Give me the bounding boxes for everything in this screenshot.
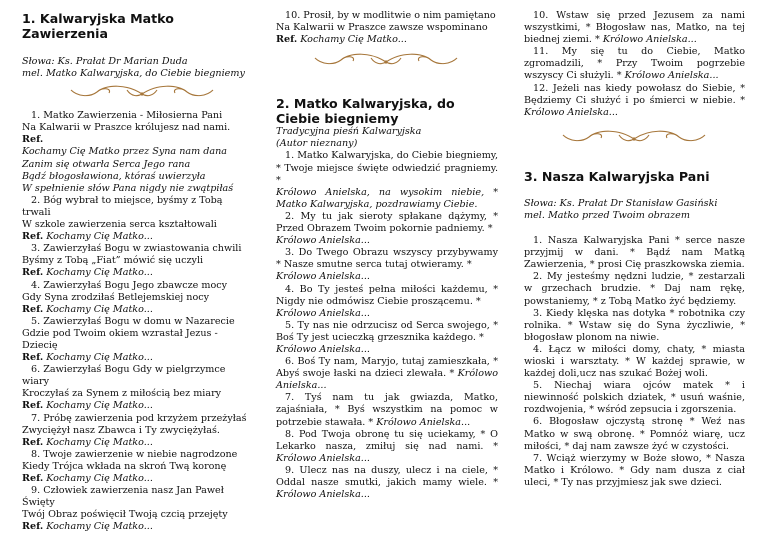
refrain-label: Ref. bbox=[22, 352, 44, 364]
refrain-text: Królowo Anielska... bbox=[276, 343, 370, 355]
verse-line: Dziecię bbox=[22, 339, 58, 351]
refrain-short bbox=[22, 521, 256, 533]
refrain-text: Kochamy Cię Matko... bbox=[43, 352, 153, 364]
verse: 5. Niechaj wiara ojców matek * i niewinność polskich dziatek, * usuń waśnie, rozdwojenia, * wśród zepsucia i zgorszenia. bbox=[524, 380, 745, 416]
verse: 5. Ty nas nie odrzucisz od Serca swojego, * Boś Ty jest ucieczką grzesznika każdego. * bbox=[276, 319, 498, 343]
verse-line: 9. Człowiek zawierzenia nasz Jan Paweł bbox=[31, 485, 224, 497]
verse: 3. Do Twego Obrazu wszyscy przybywamy * Nasze smutne serca tutaj otwieramy. * bbox=[276, 247, 498, 271]
song-3-title: 3. Nasza Kalwaryjska Pani bbox=[524, 168, 710, 184]
verse-line: 5. Zawierzyłaś Bogu w domu w Nazarecie bbox=[31, 315, 235, 327]
refrain-short bbox=[276, 34, 498, 46]
refrain-label: Ref. bbox=[276, 34, 298, 46]
verse-text: 9. Ulecz nas na duszy, ulecz i na ciele, * Oddal nasze smutki, jakich mamy wiele. * bbox=[276, 464, 498, 488]
refrain-text: Królowo Anielska... bbox=[276, 235, 370, 247]
verse-line: Na Kalwarii w Praszce zawsze wspominano bbox=[276, 22, 488, 34]
verse: 1. Nasza Kalwaryjska Pani * serce nasze przyjmij w dani. * Bądź nam Matką Zawierzenia, * prosi Cię praszkowska ziemia. bbox=[524, 235, 745, 271]
refrain-text: Królowo Anielska... bbox=[373, 416, 471, 428]
refrain-text: Kochamy Cię Matko... bbox=[43, 400, 153, 412]
refrain-label: Ref. bbox=[22, 267, 44, 279]
verse-line: Zwyciężył nasz Zbawca i Ty zwyciężyłaś. bbox=[22, 424, 220, 436]
refrain-text: Kochamy Cię Matko... bbox=[297, 34, 407, 46]
refrain-label: Ref. bbox=[22, 303, 44, 315]
refrain-label: Ref. bbox=[22, 134, 44, 146]
verse bbox=[524, 46, 745, 82]
verse bbox=[276, 465, 498, 501]
verse-line: W szkole zawierzenia serca kształtowali bbox=[22, 219, 217, 231]
verse: 4. Łącz w miłości domy, chaty, * miasta wioski i warsztaty. * W każdej sprawie, w każdej doli,ucz nas szukać Bożej woli. bbox=[524, 343, 745, 380]
verse-line: Twój Obraz poświęcił Twoją czcią przejęty bbox=[22, 509, 228, 521]
refrain-text: Królowo Anielska... bbox=[276, 307, 370, 319]
verse-line: 10. Prosił, by w modlitwie o nim pamiętano bbox=[285, 10, 496, 21]
refrain-text: Kochamy Cię Matko... bbox=[43, 267, 153, 279]
verse-line: Kroczyłaś za Synem z miłością bez miary bbox=[22, 388, 222, 400]
song-1-title: 1. Kalwaryjska Matko Zawierzenia bbox=[22, 11, 174, 41]
refrain-text: Kochamy Cię Matko... bbox=[43, 303, 153, 315]
refrain-line: Kochamy Cię Matko przez Syna nam dana bbox=[22, 146, 228, 158]
verse-line: 6. Zawierzyłaś Bogu Gdy w pielgrzymce bbox=[31, 364, 226, 376]
song-1-melody: mel. Matko Kalwaryjska, do Ciebie biegniemy bbox=[22, 68, 245, 80]
verse: 7. Wciąż wierzymy w Boże słowo, * Nasza Matko i Królowo. * Gdy nam dusza z ciał uleci, * Ty nas przyjmiesz jak swe dzieci. bbox=[524, 452, 745, 488]
verse-line: 1. Matko Zawierzenia - Miłosierna Pani bbox=[31, 110, 223, 122]
verse: 1. Matko Kalwaryjska, do Ciebie biegniemy, * Twoje miejsce święte odwiedzić pragniemy. * bbox=[276, 150, 498, 186]
ornamental-flourish-icon bbox=[311, 50, 461, 70]
refrain-label: Ref. bbox=[22, 400, 44, 412]
refrain-label: Ref. bbox=[22, 231, 44, 243]
refrain-text: Królowo Anielska... bbox=[276, 489, 370, 501]
song-2-author-note: (Autor nieznany) bbox=[276, 138, 358, 150]
column-3 bbox=[524, 6, 745, 489]
verse-line: 7. Próbę zawierzenia pod krzyżem przeżyłaś bbox=[31, 412, 247, 424]
verse-text: 7. Tyś nam tu jak gwiazda, Matko, zajaśniała, * Byś wszystkim na pomoc w potrzebie stawała. * bbox=[276, 392, 498, 428]
verse-text: 10. Wstaw się przed Jezusem za nami wszystkimi, * Błogosław nas, Matko, na tej biednej ziemi. * bbox=[524, 10, 745, 46]
verse bbox=[276, 392, 498, 428]
verse-line: Gdzie pod Twoim okiem wzrastał Jezus - bbox=[22, 327, 218, 339]
verse-line: Gdy Syna zrodziłaś Betlejemskiej nocy bbox=[22, 291, 210, 303]
refrain-text: Królowo Anielska... bbox=[276, 271, 370, 283]
refrain-line: W spełnienie słów Pana nigdy nie zwątpiłaś bbox=[22, 182, 234, 194]
refrain-short bbox=[22, 267, 256, 279]
refrain-short bbox=[22, 231, 256, 243]
verse-line: Byśmy z Tobą „Fiat” mówić się uczyli bbox=[22, 255, 204, 267]
verse-line: 2. Bóg wybrał to miejsce, byśmy z Tobą bbox=[31, 194, 223, 206]
refrain-short bbox=[22, 437, 256, 449]
refrain-text: Królowo Anielska... bbox=[276, 368, 498, 392]
refrain-line: Bądź błogosławiona, któraś uwierzyła bbox=[22, 170, 206, 182]
verse bbox=[524, 10, 745, 46]
refrain-text: Królowo Anielska... bbox=[599, 34, 697, 46]
verse bbox=[524, 83, 745, 119]
verse-line: Kiedy Trójca wkłada na skroń Twą koronę bbox=[22, 460, 227, 472]
refrain-label: Ref. bbox=[22, 521, 44, 533]
verse-text: 11. My się tu do Ciebie, Matko zgromadzili, * Przy Twoim pogrzebie wszyscy Ci służyli. * bbox=[524, 46, 745, 82]
refrain-text: Królowo Anielska... bbox=[524, 106, 618, 118]
refrain-text: Kochamy Cię Matko... bbox=[43, 231, 153, 243]
refrain-short bbox=[22, 473, 256, 485]
verse-text: 6. Boś Ty nam, Maryjo, tutaj zamieszkała, * Abyś swoje łaski na dzieci zlewała. * bbox=[276, 356, 498, 380]
verse-line: 3. Zawierzyłaś Bogu w zwiastowania chwili bbox=[31, 243, 242, 255]
refrain-short bbox=[22, 352, 256, 364]
verse: 2. My tu jak sieroty spłakane dążymy, * Przed Obrazem Twoim pokornie padniemy. * bbox=[276, 210, 498, 235]
verse-line: wiary bbox=[22, 376, 50, 388]
refrain-line: Zanim się otwarła Serca Jego rana bbox=[22, 158, 191, 170]
column-2 bbox=[276, 6, 498, 501]
refrain-label: Ref. bbox=[22, 473, 44, 484]
verse-text: 8. Pod Twoja obronę tu się uciekamy, * O Lekarko nasza, zmiłuj się nad nami. * bbox=[276, 428, 498, 452]
song-3-melody: mel. Matko przed Twoim obrazem bbox=[524, 209, 690, 221]
verse bbox=[276, 356, 498, 392]
refrain-text: Kochamy Cię Matko... bbox=[43, 473, 153, 484]
refrain-label: Ref. bbox=[22, 436, 44, 448]
refrain-short bbox=[22, 304, 256, 316]
verse-line: Święty bbox=[22, 497, 55, 509]
verse: 4. Bo Ty jesteś pełna miłości każdemu, * Nigdy nie odmówisz Ciebie proszącemu. * bbox=[276, 283, 498, 307]
verse: 3. Kiedy klęska nas dotyka * robotnika czy rolnika. * Wstaw się do Syna życzliwie, * błogosław plonom na niwie. bbox=[524, 307, 745, 343]
verse-line: trwali bbox=[22, 206, 51, 218]
verse: 6. Błogosław ojczystą stronę * Weź nas Matko w swą obronę. * Pomnóż wiarę, ucz miłości, * daj nam zawsze żyć w czystości. bbox=[524, 416, 745, 452]
refrain-short bbox=[22, 400, 256, 412]
verse-line: 4. Zawierzyłaś Bogu Jego zbawcze mocy bbox=[31, 279, 228, 291]
refrain-line: Królowo Anielska, na wysokim niebie, * Matko Kalwaryjska, pozdrawiamy Ciebie. bbox=[276, 186, 498, 210]
refrain-text: Kochamy Cię Matko... bbox=[43, 521, 153, 533]
verse bbox=[276, 429, 498, 465]
refrain-text: Królowo Anielska... bbox=[276, 452, 370, 464]
verse-line: 8. Twoje zawierzenie w niebie nagrodzone bbox=[31, 448, 238, 460]
song-1-author: Słowa: Ks. Prałat Dr Marian Duda bbox=[22, 56, 188, 67]
verse-line: Na Kalwarii w Praszce królujesz nad nami. bbox=[22, 122, 231, 134]
song-2-author: Tradycyjna pieśń Kalwaryjska bbox=[276, 126, 422, 138]
verse-text: 12. Jeżeli nas kiedy powołasz do Siebie, * Będziemy Ci służyć i po śmierci w niebie. * bbox=[524, 82, 745, 106]
refrain-text: Kochamy Cię Matko... bbox=[43, 436, 153, 448]
song-2-title: 2. Matko Kalwaryjska, do Ciebie biegniemy bbox=[276, 96, 455, 127]
verse: 2. My jesteśmy nędzni ludzie, * zestarzali w grzechach brudzie. * Daj nam rękę, powstaniemy, * z Tobą Matko żyć będziemy. bbox=[524, 271, 745, 307]
column-1 bbox=[22, 6, 256, 533]
ornamental-flourish-icon bbox=[559, 127, 709, 147]
ornamental-flourish-icon bbox=[67, 82, 217, 102]
refrain-text: Królowo Anielska... bbox=[621, 70, 719, 82]
song-3-author: Słowa: Ks. Prałat Dr Stanisław Gasiński bbox=[524, 197, 718, 209]
